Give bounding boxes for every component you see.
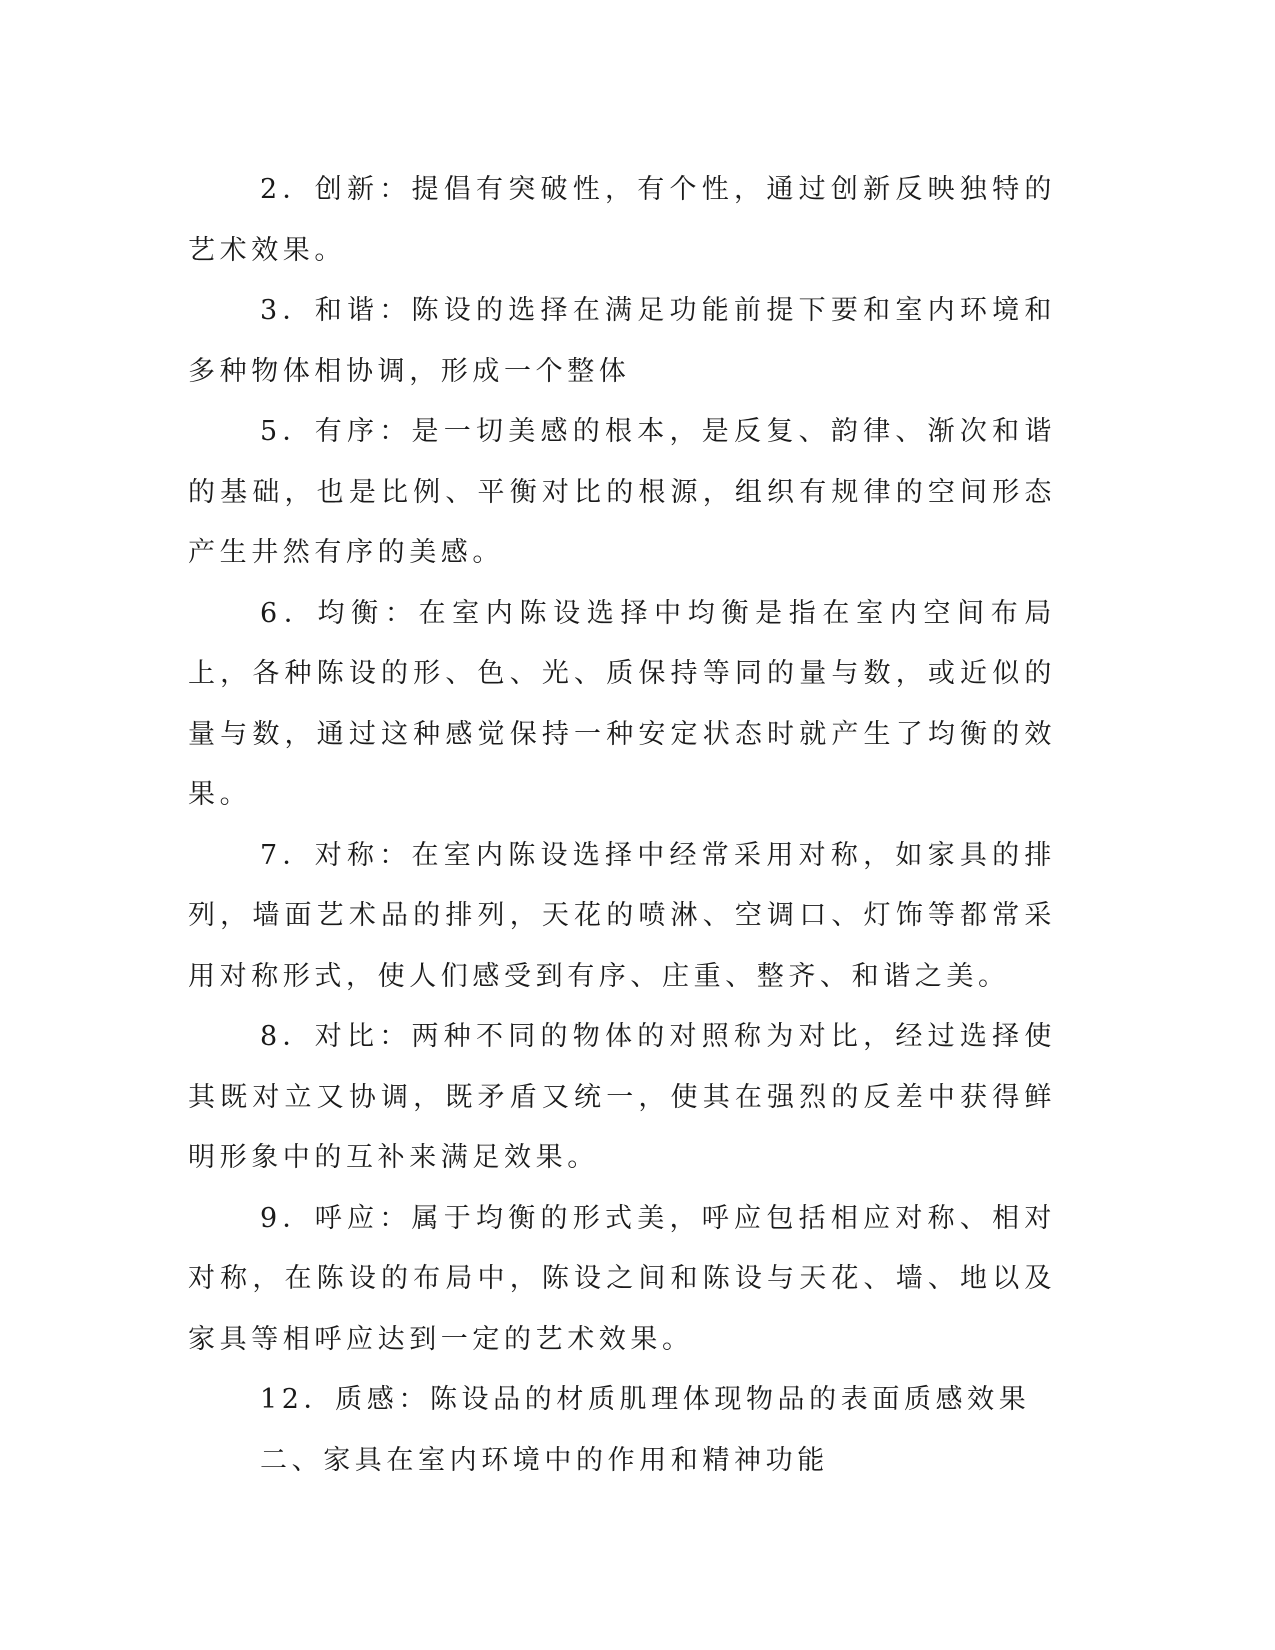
paragraph-harmony: 3．和谐：陈设的选择在满足功能前提下要和室内环境和多种物体相协调，形成一个整体 — [188, 295, 1056, 387]
section-heading: 二、家具在室内环境中的作用和精神功能 — [260, 1444, 829, 1476]
paragraph-symmetry: 7．对称：在室内陈设选择中经常采用对称，如家具的排列，墙面艺术品的排列，天花的喷淋、空调口、灯饰等都常采用对称形式，使人们感受到有序、庄重、整齐、和谐之美。 — [188, 839, 1056, 992]
paragraph-contrast: 8．对比：两种不同的物体的对照称为对比，经过选择使其既对立又协调，既矛盾又统一，使其在强烈的反差中获得鲜明形象中的互补来满足效果。 — [188, 1021, 1056, 1173]
paragraph-order: 5．有序：是一切美感的根本，是反复、韵律、渐次和谐的基础，也是比例、平衡对比的根源，组织有规律的空间形态产生井然有序的美感。 — [188, 416, 1056, 568]
paragraph-innovation: 2．创新：提倡有突破性，有个性，通过创新反映独特的艺术效果。 — [188, 174, 1056, 266]
paragraph-echo: 9．呼应：属于均衡的形式美，呼应包括相应对称、相对对称，在陈设的布局中，陈设之间和陈设与天花、墙、地以及家具等相呼应达到一定的艺术效果。 — [188, 1202, 1056, 1355]
paragraph-texture: 12．质感：陈设品的材质肌理体现物品的表面质感效果 — [260, 1384, 1031, 1415]
paragraph-balance: 6．均衡：在室内陈设选择中均衡是指在室内空间布局上，各种陈设的形、色、光、质保持等同的量与数，或近似的量与数，通过这种感觉保持一种安定状态时就产生了均衡的效果。 — [188, 597, 1056, 810]
document-body — [188, 160, 1056, 1491]
